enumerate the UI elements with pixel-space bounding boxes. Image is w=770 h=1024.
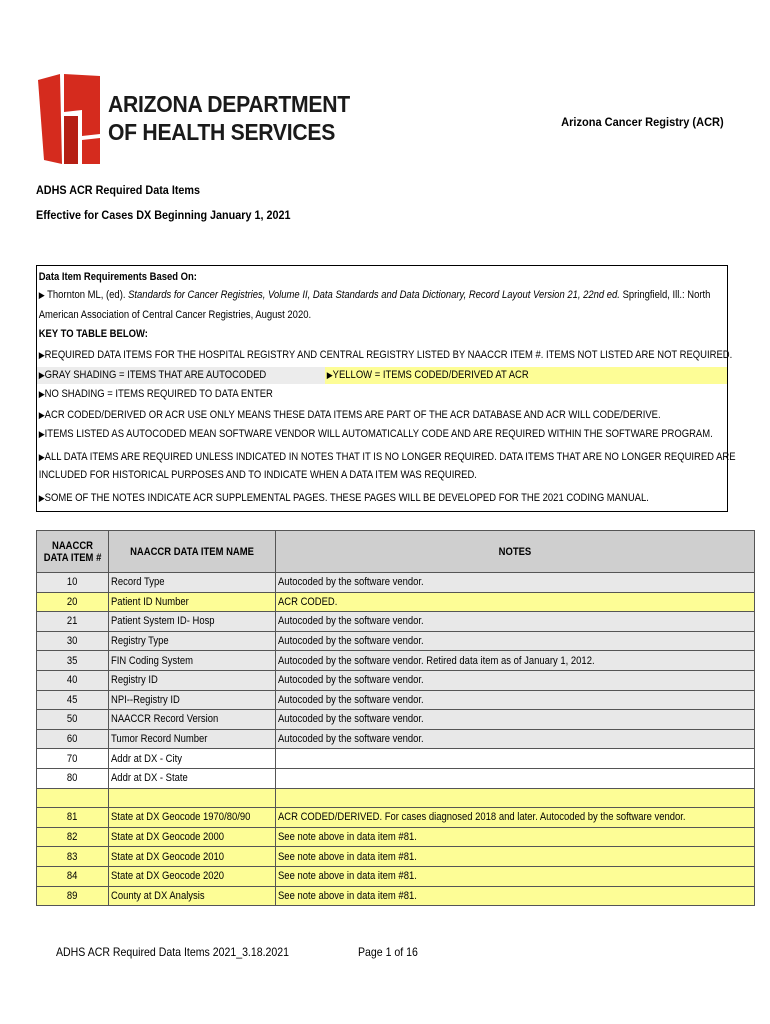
key-heading: KEY TO TABLE BELOW:: [38, 328, 148, 340]
item-name-cell: State at DX Geocode 1970/80/90: [109, 808, 276, 828]
table-row: [37, 827, 755, 847]
citation-title: Standards for Cancer Registries, Volume II, Data Standards and Data Dictionary, Record Layout Version 21, 22nd ed.: [128, 289, 620, 301]
item-number-cell: 82: [37, 827, 109, 847]
item-number-cell: 81: [37, 808, 109, 828]
registry-label: Arizona Cancer Registry (ACR): [561, 115, 724, 129]
item-notes-cell: ACR CODED/DERIVED. For cases diagnosed 2018 and later. Autocoded by the software vendor.: [276, 808, 755, 828]
item-number-cell: 80: [37, 768, 109, 788]
table-row: [37, 788, 755, 808]
item-number-cell: 21: [37, 612, 109, 632]
item-number-cell: [37, 788, 109, 808]
bullet-triangle-icon: ▶: [38, 350, 45, 360]
item-notes-cell: See note above in data item #81.: [276, 827, 755, 847]
table-row: [37, 847, 755, 867]
item-notes-cell: Autocoded by the software vendor.: [276, 631, 755, 651]
table-body: [37, 573, 755, 906]
key-item-1: ▶REQUIRED DATA ITEMS FOR THE HOSPITAL REGISTRY AND CENTRAL REGISTRY LISTED BY NAACCR ITEM #. ITEMS NOT LISTED ARE NOT REQUIRED.: [38, 349, 733, 361]
citation-line-2: American Association of Central Cancer Registries, August 2020.: [38, 309, 312, 321]
item-number-cell: 10: [37, 573, 109, 593]
table-row: [37, 592, 755, 612]
adhs-logo-icon: [38, 74, 102, 164]
key-item-yellow: ▶YELLOW = ITEMS CODED/DERIVED AT ACR: [326, 369, 529, 381]
item-name-cell: FIN Coding System: [109, 651, 276, 671]
key-item-3: ▶ACR CODED/DERIVED OR ACR USE ONLY MEANS THESE DATA ITEMS ARE PART OF THE ACR DATABASE AND ACR WILL CODE/DERIVE.: [38, 409, 661, 421]
item-name-cell: State at DX Geocode 2010: [109, 847, 276, 867]
bullet-triangle-icon: ▶: [38, 429, 45, 439]
bullet-triangle-icon: ▶: [326, 370, 333, 380]
item-number-cell: 83: [37, 847, 109, 867]
table-row: [37, 631, 755, 651]
document-title: ADHS ACR Required Data Items: [36, 183, 201, 197]
citation-author: Thornton ML, (ed).: [47, 289, 126, 301]
item-notes-cell: See note above in data item #81.: [276, 866, 755, 886]
table-row: [37, 886, 755, 906]
table-row: [37, 808, 755, 828]
item-notes-cell: Autocoded by the software vendor.: [276, 710, 755, 730]
bullet-triangle-icon: ▶: [38, 290, 45, 300]
table-row: [37, 866, 755, 886]
key-item-4: ▶ITEMS LISTED AS AUTOCODED MEAN SOFTWARE VENDOR WILL AUTOMATICALLY CODE AND ARE REQUIRED WITHIN THE SOFTWARE PROGRAM.: [38, 428, 713, 440]
bullet-triangle-icon: ▶: [38, 370, 45, 380]
item-notes-cell: ACR CODED.: [276, 592, 755, 612]
item-notes-cell: Autocoded by the software vendor. Retired data item as of January 1, 2012.: [276, 651, 755, 671]
table-row: [37, 749, 755, 769]
bullet-triangle-icon: ▶: [38, 410, 45, 420]
table-row: [37, 612, 755, 632]
item-name-cell: State at DX Geocode 2000: [109, 827, 276, 847]
key-item-5: ▶ALL DATA ITEMS ARE REQUIRED UNLESS INDICATED IN NOTES THAT IT IS NO LONGER REQUIRED. DATA ITEMS THAT ARE NO LONGER REQUIRED ARE: [38, 451, 736, 463]
citation-place: Springfield, Ill.: North: [622, 289, 711, 301]
item-name-cell: Registry Type: [109, 631, 276, 651]
logo-line-1: ARIZONA DEPARTMENT: [108, 91, 350, 117]
key-item-5-cont: INCLUDED FOR HISTORICAL PURPOSES AND TO INDICATE WHEN A DATA ITEM WAS REQUIRED.: [38, 469, 477, 481]
requirements-heading: Data Item Requirements Based On:: [38, 271, 197, 283]
table-row: [37, 729, 755, 749]
table-row: [37, 573, 755, 593]
item-name-cell: Record Type: [109, 573, 276, 593]
table-header-row: [37, 531, 755, 573]
logo-text: [108, 90, 350, 146]
item-notes-cell: [276, 768, 755, 788]
bullet-triangle-icon: ▶: [38, 493, 45, 503]
col-header-item-number: NAACCR DATA ITEM #: [37, 531, 109, 573]
data-items-table: [36, 530, 755, 906]
requirements-box: [36, 265, 736, 512]
item-number-cell: 84: [37, 866, 109, 886]
item-notes-cell: See note above in data item #81.: [276, 886, 755, 906]
data-items-table-wrap: [36, 530, 728, 906]
item-number-cell: 70: [37, 749, 109, 769]
document-subtitle: Effective for Cases DX Beginning January 1, 2021: [36, 208, 291, 222]
item-notes-cell: Autocoded by the software vendor.: [276, 729, 755, 749]
adhs-logo: [38, 74, 350, 164]
item-notes-cell: Autocoded by the software vendor.: [276, 690, 755, 710]
item-name-cell: NAACCR Record Version: [109, 710, 276, 730]
item-name-cell: State at DX Geocode 2020: [109, 866, 276, 886]
item-notes-cell: [276, 788, 755, 808]
item-number-cell: 89: [37, 886, 109, 906]
col-header-item-name: NAACCR DATA ITEM NAME: [109, 531, 276, 573]
col-header-notes: NOTES: [276, 531, 755, 573]
item-name-cell: Addr at DX - City: [109, 749, 276, 769]
bullet-triangle-icon: ▶: [38, 389, 45, 399]
logo-line-2: OF HEALTH SERVICES: [108, 119, 336, 145]
item-notes-cell: Autocoded by the software vendor.: [276, 573, 755, 593]
item-number-cell: 45: [37, 690, 109, 710]
item-name-cell: Patient System ID- Hosp: [109, 612, 276, 632]
bullet-triangle-icon: ▶: [38, 452, 45, 462]
item-number-cell: 60: [37, 729, 109, 749]
item-number-cell: 35: [37, 651, 109, 671]
item-name-cell: Addr at DX - State: [109, 768, 276, 788]
table-row: [37, 690, 755, 710]
table-row: [37, 768, 755, 788]
footer-page-number: Page 1 of 16: [358, 945, 418, 959]
item-name-cell: NPI--Registry ID: [109, 690, 276, 710]
item-notes-cell: See note above in data item #81.: [276, 847, 755, 867]
key-item-6: ▶SOME OF THE NOTES INDICATE ACR SUPPLEMENTAL PAGES. THESE PAGES WILL BE DEVELOPED FOR THE 2021 CODING MANUAL.: [38, 492, 649, 504]
item-number-cell: 30: [37, 631, 109, 651]
item-number-cell: 50: [37, 710, 109, 730]
item-name-cell: Registry ID: [109, 670, 276, 690]
item-name-cell: Tumor Record Number: [109, 729, 276, 749]
item-number-cell: 40: [37, 670, 109, 690]
item-notes-cell: Autocoded by the software vendor.: [276, 612, 755, 632]
citation-line-1: [37, 288, 710, 302]
table-row: [37, 670, 755, 690]
item-notes-cell: [276, 749, 755, 769]
item-name-cell: [109, 788, 276, 808]
table-row: [37, 710, 755, 730]
item-name-cell: County at DX Analysis: [109, 886, 276, 906]
key-item-2: ▶NO SHADING = ITEMS REQUIRED TO DATA ENTER: [38, 388, 273, 400]
table-row: [37, 651, 755, 671]
item-notes-cell: Autocoded by the software vendor.: [276, 670, 755, 690]
item-name-cell: Patient ID Number: [109, 592, 276, 612]
footer-document-id: ADHS ACR Required Data Items 2021_3.18.2021: [56, 945, 290, 959]
key-item-gray: ▶GRAY SHADING = ITEMS THAT ARE AUTOCODED: [38, 369, 267, 381]
item-number-cell: 20: [37, 592, 109, 612]
